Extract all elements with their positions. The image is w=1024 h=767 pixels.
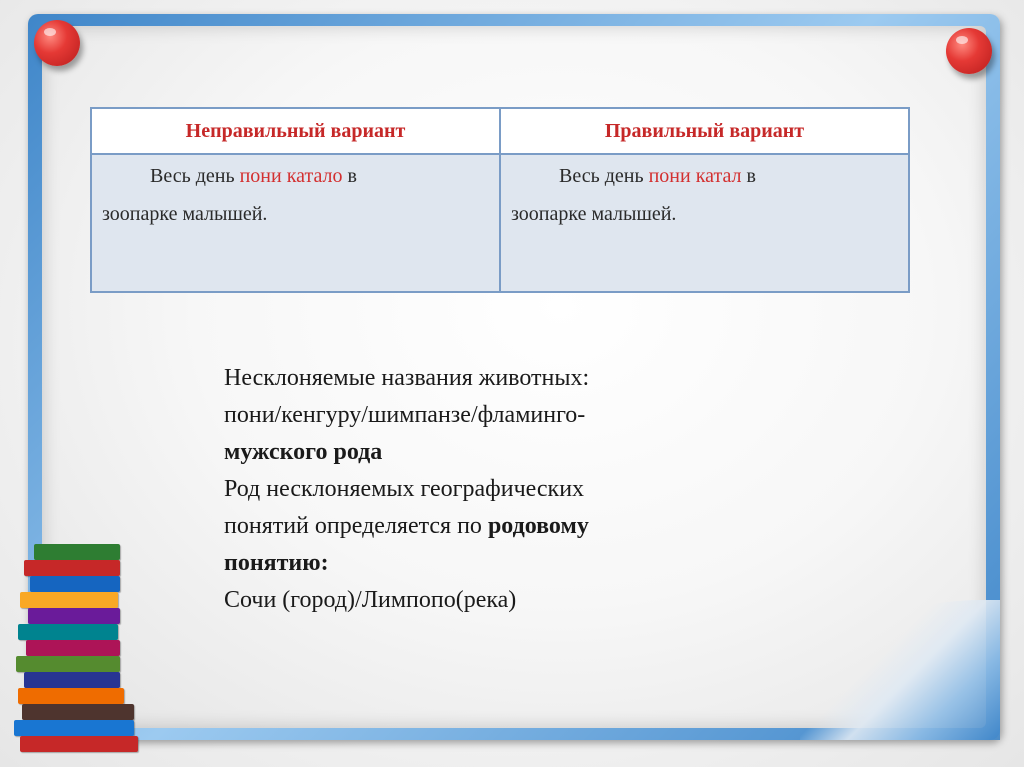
header-wrong-variant: Неправильный вариант	[91, 108, 500, 154]
pushpin-icon	[34, 20, 80, 66]
pushpin-icon	[946, 28, 992, 74]
rule-note	[224, 360, 744, 619]
note-line: Род несклоняемых географических	[224, 476, 585, 502]
correct-line2: зоопарке малышей.	[511, 203, 677, 225]
note-line: пони/кенгуру/шимпанзе/фламинго-	[224, 402, 586, 428]
wrong-highlight: пони катало	[239, 165, 343, 187]
table-header-row	[91, 108, 909, 154]
correct-suffix: в	[741, 165, 756, 187]
comparison-table	[90, 107, 910, 293]
header-correct-variant: Правильный вариант	[500, 108, 909, 154]
correct-example-cell	[500, 154, 909, 292]
wrong-prefix: Весь день	[150, 165, 240, 187]
note-line: Несклоняемые названия животных:	[224, 365, 590, 391]
note-bold: понятию:	[224, 550, 329, 576]
note-line: понятий определяется по	[224, 513, 488, 539]
correct-highlight: пони катал	[648, 165, 742, 187]
wrong-line2: зоопарке малышей.	[102, 203, 268, 225]
note-bold: родовому	[487, 513, 589, 539]
note-bold: мужского рода	[224, 439, 383, 465]
correct-prefix: Весь день	[559, 165, 649, 187]
book-stack-icon	[10, 540, 150, 755]
note-line: Сочи (город)/Лимпопо(река)	[224, 587, 517, 613]
table-row	[91, 154, 909, 292]
wrong-example-cell	[91, 154, 500, 292]
wrong-suffix: в	[342, 165, 357, 187]
